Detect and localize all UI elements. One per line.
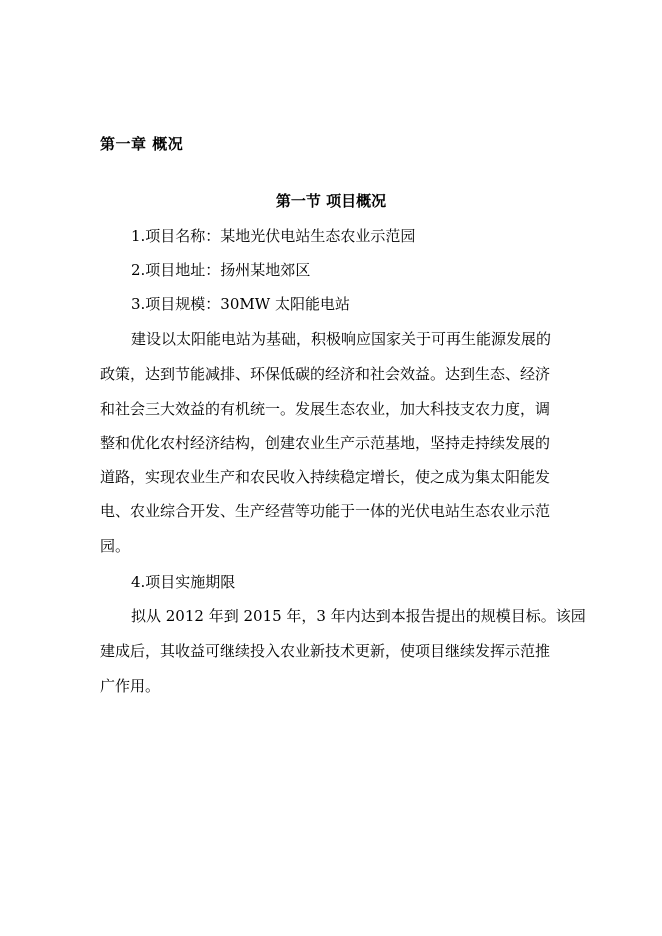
paragraph-line: 道路，实现农业生产和农民收入持续稳定增长，使之成为集太阳能发 [100, 468, 551, 486]
chapter-title: 第一章 概况 [100, 135, 184, 153]
paragraph-line: 建设以太阳能电站为基础，积极响应国家关于可再生能源发展的 [131, 330, 552, 348]
paragraph-line: 建成后，其收益可继续投入农业新技术更新，使项目继续发挥示范推 [100, 642, 551, 660]
paragraph-line: 和社会三大效益的有机统一。发展生态农业，加大科技支农力度，调 [100, 400, 551, 418]
paragraph-line: 拟从 2012 年到 2015 年，3 年内达到本报告提出的规模目标。该园 [131, 607, 586, 625]
paragraph-line: 政策，达到节能减排、环保低碳的经济和社会效益。达到生态、经济 [100, 365, 551, 383]
paragraph-line: 整和优化农村经济结构，创建农业生产示范基地，坚持走持续发展的 [100, 434, 551, 452]
item-project-name: 1.项目名称：某地光伏电站生态农业示范园 [131, 227, 416, 245]
item-project-scale: 3.项目规模：30MW 太阳能电站 [131, 295, 350, 313]
item-implementation-period: 4.项目实施期限 [131, 573, 236, 591]
paragraph-line: 园。 [100, 537, 131, 555]
section-title: 第一节 项目概况 [275, 192, 387, 210]
paragraph-line: 广作用。 [100, 677, 161, 695]
item-project-address: 2.项目地址：扬州某地郊区 [131, 261, 311, 279]
paragraph-line: 电、农业综合开发、生产经营等功能于一体的光伏电站生态农业示范 [100, 502, 551, 520]
